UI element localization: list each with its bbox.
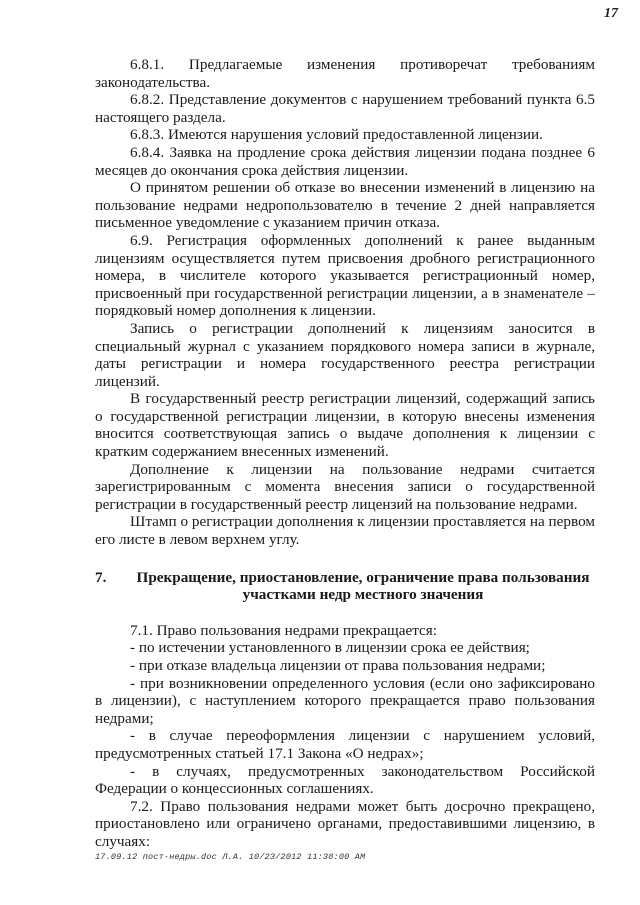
paragraph-journal-entry: Запись о регистрации дополнений к лицензиям заносится в специальный журнал с указанием порядкового номера записи в журнале, даты регистрации и номера государственного реестра регистрации лицензий.: [95, 319, 595, 390]
page-number: 17: [604, 6, 618, 21]
section-title: Прекращение, приостановление, ограничение права пользования участками недр местного значения: [136, 568, 590, 604]
paragraph-7-2: 7.2. Право пользования недрами может быть досрочно прекращено, приостановлено или ограничено органами, предоставившими лицензию, в случаях:: [95, 797, 595, 850]
list-item: - при отказе владельца лицензии от права пользования недрами;: [130, 657, 546, 674]
paragraph-6-9: 6.9. Регистрация оформленных дополнений к ранее выданным лицензиям осуществляется путем присвоения дробного регистрационного номера, в числителе которого указывается регистрационный номер, присвоенный при государственной регистрации лицензии, а в знаменателе – порядковый номер дополнения к лицензии.: [95, 231, 595, 320]
paragraph-stamp: Штамп о регистрации дополнения к лицензии проставляется на первом его листе в левом верхнем углу.: [95, 513, 595, 549]
paragraph-6-8-4: 6.8.4. Заявка на продление срока действия лицензии подана позднее 6 месяцев до окончания срока действия лицензии.: [95, 143, 595, 179]
section-number: 7.: [95, 568, 107, 586]
document-footer: 17.09.12 пост-недры.doc Л.А. 10/23/2012 11:38:00 AM: [95, 852, 366, 862]
document-body: [95, 56, 595, 851]
paragraph-6-8-3: 6.8.3. Имеются нарушения условий предоставленной лицензии.: [130, 126, 543, 144]
paragraph-6-8-2: 6.8.2. Представление документов с нарушением требований пункта 6.5 настоящего раздела.: [95, 91, 595, 126]
list-item: - по истечении установленного в лицензии срока ее действия;: [130, 639, 530, 657]
paragraph-6-8-1: 6.8.1. Предлагаемые изменения противоречат требованиям законодательства.: [95, 56, 595, 91]
section-heading: [95, 569, 595, 604]
paragraph-7-1: 7.1. Право пользования недрами прекращается:: [130, 621, 438, 639]
list-item: - в случае переоформления лицензии с нарушением условий, предусмотренных статьей 17.1 Закона «О недрах»;: [95, 727, 595, 762]
paragraph-registered: Дополнение к лицензии на пользование недрами считается зарегистрированным с момента внесения записи о государственной регистрации в государственный реестр лицензий на пользование недрами.: [95, 460, 595, 513]
list-item: - в случаях, предусмотренных законодательством Российской Федерации о концессионных соглашениях.: [95, 762, 595, 798]
paragraph-refusal-notice: О принятом решении об отказе во внесении изменений в лицензию на пользование недрами недропользователю в течение 2 дней направляется письменное уведомление с указанием причин отказа.: [95, 179, 595, 232]
list-item: - при возникновении определенного условия (если оно зафиксировано в лицензии), с наступлением которого прекращается право пользования недрами;: [95, 674, 595, 727]
paragraph-state-register: В государственный реестр регистрации лицензий, содержащий запись о государственной регистрации лицензии, в которую внесены изменения вносится соответствующая запись о выдаче дополнения к лицензии с кратким содержанием внесенных изменений.: [95, 390, 595, 461]
